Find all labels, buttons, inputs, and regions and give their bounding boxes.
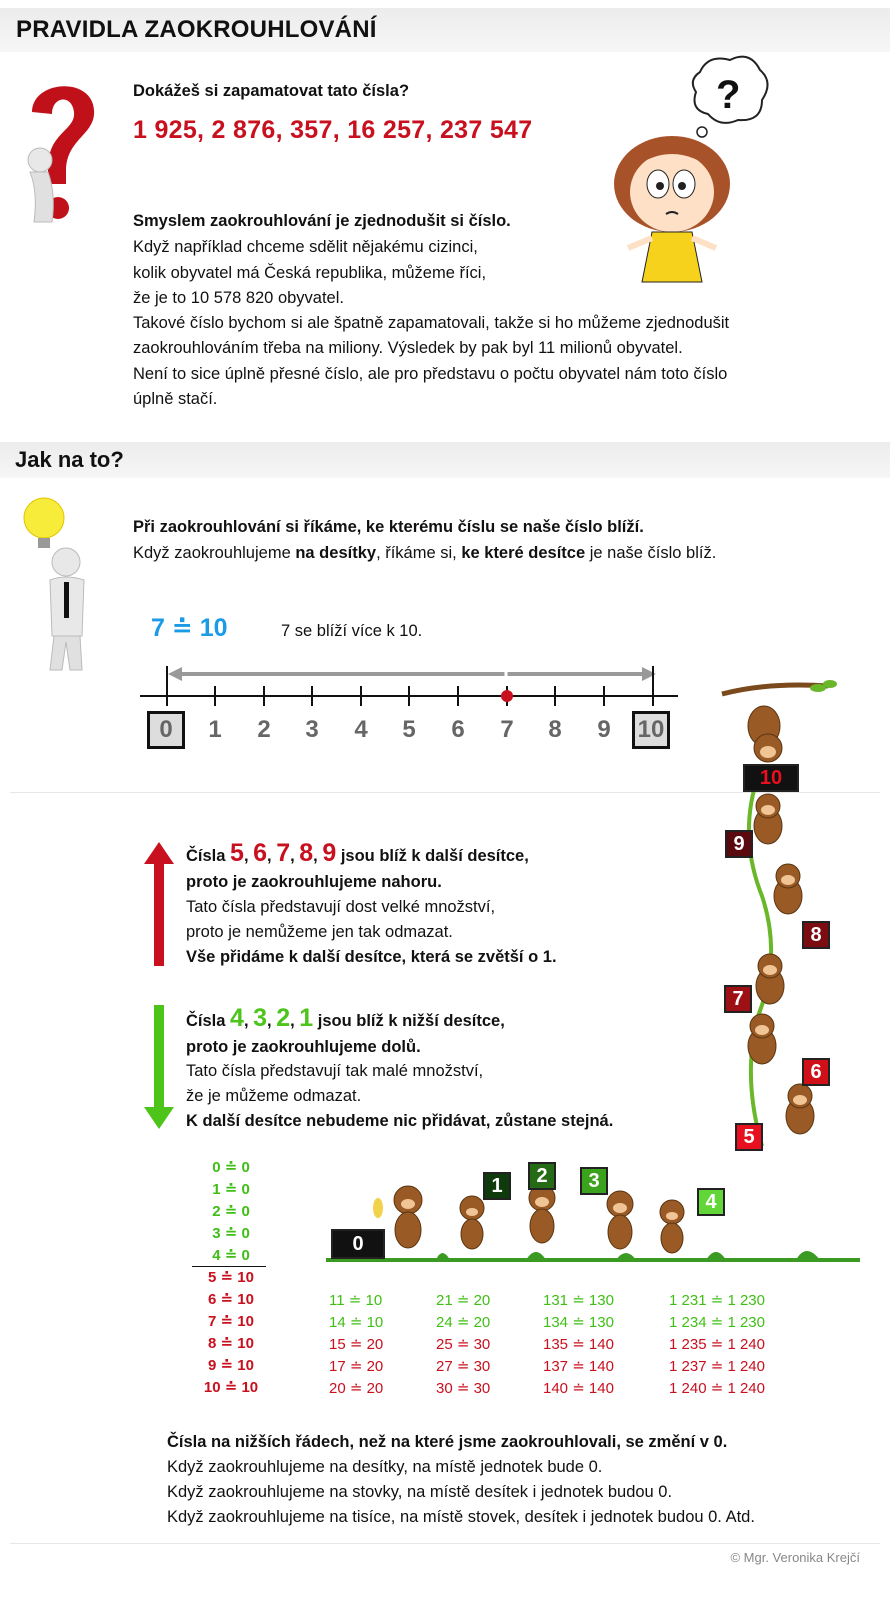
down-rule-line-2: proto je zaokrouhlujeme dolů. [186,1038,421,1056]
table-col-1 [329,1290,383,1400]
nl-label-1: 1 [208,716,222,743]
intro-line-5: zaokrouhlováním třeba na miliony. Výsledek by pak byl 11 milionů obyvatel. [133,339,683,357]
table-cell: 6 ≐ 10 [208,1291,254,1308]
badge-7: 7 [724,985,752,1013]
intro-numbers: 1 925, 2 876, 357, 16 257, 237 547 [133,116,533,144]
summary-line-3: Když zaokrouhlujeme na tisíce, na místě stovek, desítek i jednotek budou 0. Atd. [167,1508,755,1526]
badge-8: 8 [802,921,830,949]
nl-label-7: 7 [500,716,514,743]
summary-bold-line: Čísla na nižších řádech, než na které jsme zaokrouhlovali, se změní v 0. [167,1433,728,1451]
table-cell: 4 ≐ 0 [212,1247,250,1264]
question-figure-icon [12,72,104,224]
number-line-point [501,690,513,702]
example-formula: 7 ≐ 10 [151,614,228,642]
page-title: PRAVIDLA ZAOKROUHLOVÁNÍ [16,16,377,43]
table-cell: 135 ≐ 140 [543,1336,614,1353]
thought-mark: ? [716,73,741,117]
table-cell: 10 ≐ 10 [203,1379,259,1396]
up-rule-line-2: proto je zaokrouhlujeme nahoru. [186,873,442,891]
table-cell: 131 ≐ 130 [543,1292,614,1309]
nl-label-9: 9 [597,716,611,743]
up-rule-line-4: proto je nemůžeme jen tak odmazat. [186,923,453,941]
table-cell: 14 ≐ 10 [329,1314,384,1331]
nl-label-2: 2 [257,716,271,743]
badge-0: 0 [331,1229,385,1259]
table-col-4 [669,1290,765,1400]
table-cell: 7 ≐ 10 [208,1313,254,1330]
down-rule-line-4: že je můžeme odmazat. [186,1087,362,1105]
lightbulb-figure-icon [20,496,100,674]
arrow-down-icon [144,1005,174,1131]
nl-label-3: 3 [305,716,319,743]
nl-label-10: 10 [637,716,665,743]
nl-label-6: 6 [451,716,465,743]
up-rule-line-1: Čísla 5, 6, 7, 8, 9 jsou blíž k další desítce, [186,839,529,867]
footer-divider [10,1543,880,1544]
table-cell: 20 ≐ 20 [329,1380,384,1397]
badge-4: 4 [697,1188,725,1216]
summary-line-2: Když zaokrouhlujeme na stovky, na místě desítek i jednotek budou 0. [167,1483,673,1501]
badge-3: 3 [580,1167,608,1195]
table-cell: 27 ≐ 30 [436,1358,491,1375]
table-cell: 5 ≐ 10 [208,1269,254,1286]
table-cell: 134 ≐ 130 [543,1314,614,1331]
down-rule-line-3: Tato čísla představují tak malé množství, [186,1062,484,1080]
table-col-2 [436,1290,490,1400]
footer-credit: © Mgr. Veronika Krejčí [730,1550,860,1565]
table-cell: 25 ≐ 30 [436,1336,491,1353]
table-col-0 [196,1157,266,1399]
section-heading: Jak na to? [15,447,124,472]
badge-1: 1 [483,1172,511,1200]
number-line [140,662,680,712]
up-rule-line-5: Vše přidáme k další desítce, která se zvětší o 1. [186,948,557,966]
badge-5: 5 [735,1123,763,1151]
intro-line-3: že je to 10 578 820 obyvatel. [133,289,344,307]
table-cell: 0 ≐ 0 [212,1159,250,1176]
table-cell: 1 231 ≐ 1 230 [669,1292,765,1309]
table-col-3 [543,1290,614,1400]
table-cell: 17 ≐ 20 [329,1358,384,1375]
table-divider [192,1266,266,1267]
arrow-up-icon [144,842,174,968]
section-bar [0,442,890,478]
rule-line-2: Když zaokrouhlujeme na desítky, říkáme si, ke které desítce je naše číslo blíž. [133,544,717,562]
summary-line-1: Když zaokrouhlujeme na desítky, na místě jednotek bude 0. [167,1458,603,1476]
girl-illustration-icon [612,52,772,292]
table-cell: 1 235 ≐ 1 240 [669,1336,765,1353]
intro-bold-line: Smyslem zaokrouhlování je zjednodušit si číslo. [133,212,511,230]
table-cell: 11 ≐ 10 [329,1292,383,1309]
intro-line-2: kolik obyvatel má Česká republika, můžeme říci, [133,264,487,282]
badge-2: 2 [528,1162,556,1190]
table-cell: 30 ≐ 30 [436,1380,491,1397]
intro-line-4: Takové číslo bychom si ale špatně zapamatovali, takže si ho můžeme zjednodušit [133,314,730,332]
down-rule-line-5: K další desítce nebudeme nic přidávat, zůstane stejná. [186,1112,614,1130]
badge-9: 9 [725,830,753,858]
badge-10: 10 [743,764,799,792]
table-cell: 3 ≐ 0 [212,1225,250,1242]
rule-bold-line: Při zaokrouhlování si říkáme, ke kterému číslu se naše číslo blíží. [133,518,644,536]
table-cell: 1 237 ≐ 1 240 [669,1358,765,1375]
table-cell: 24 ≐ 20 [436,1314,491,1331]
table-cell: 1 240 ≐ 1 240 [669,1380,765,1397]
intro-line-6: Není to sice úplně přesné číslo, ale pro představu o počtu obyvatel nám toto číslo [133,365,728,383]
example-note: 7 se blíží více k 10. [281,622,423,640]
nl-label-5: 5 [402,716,416,743]
table-cell: 140 ≐ 140 [543,1380,614,1397]
nl-label-0: 0 [159,716,173,743]
intro-line-1: Když například chceme sdělit nějakému cizinci, [133,238,478,256]
table-cell: 137 ≐ 140 [543,1358,614,1375]
intro-line-7: úplně stačí. [133,390,218,408]
badge-6: 6 [802,1058,830,1086]
table-cell: 2 ≐ 0 [212,1203,250,1220]
table-cell: 1 234 ≐ 1 230 [669,1314,765,1331]
table-cell: 15 ≐ 20 [329,1336,384,1353]
intro-question: Dokážeš si zapamatovat tato čísla? [133,82,410,100]
table-cell: 1 ≐ 0 [212,1181,250,1198]
nl-label-8: 8 [548,716,562,743]
table-cell: 8 ≐ 10 [208,1335,254,1352]
up-rule-line-3: Tato čísla představují dost velké množství, [186,898,496,916]
table-cell: 9 ≐ 10 [208,1357,254,1374]
table-cell: 21 ≐ 20 [436,1292,491,1309]
nl-label-4: 4 [354,716,368,743]
down-rule-line-1: Čísla 4, 3, 2, 1 jsou blíž k nižší desítce, [186,1004,505,1032]
